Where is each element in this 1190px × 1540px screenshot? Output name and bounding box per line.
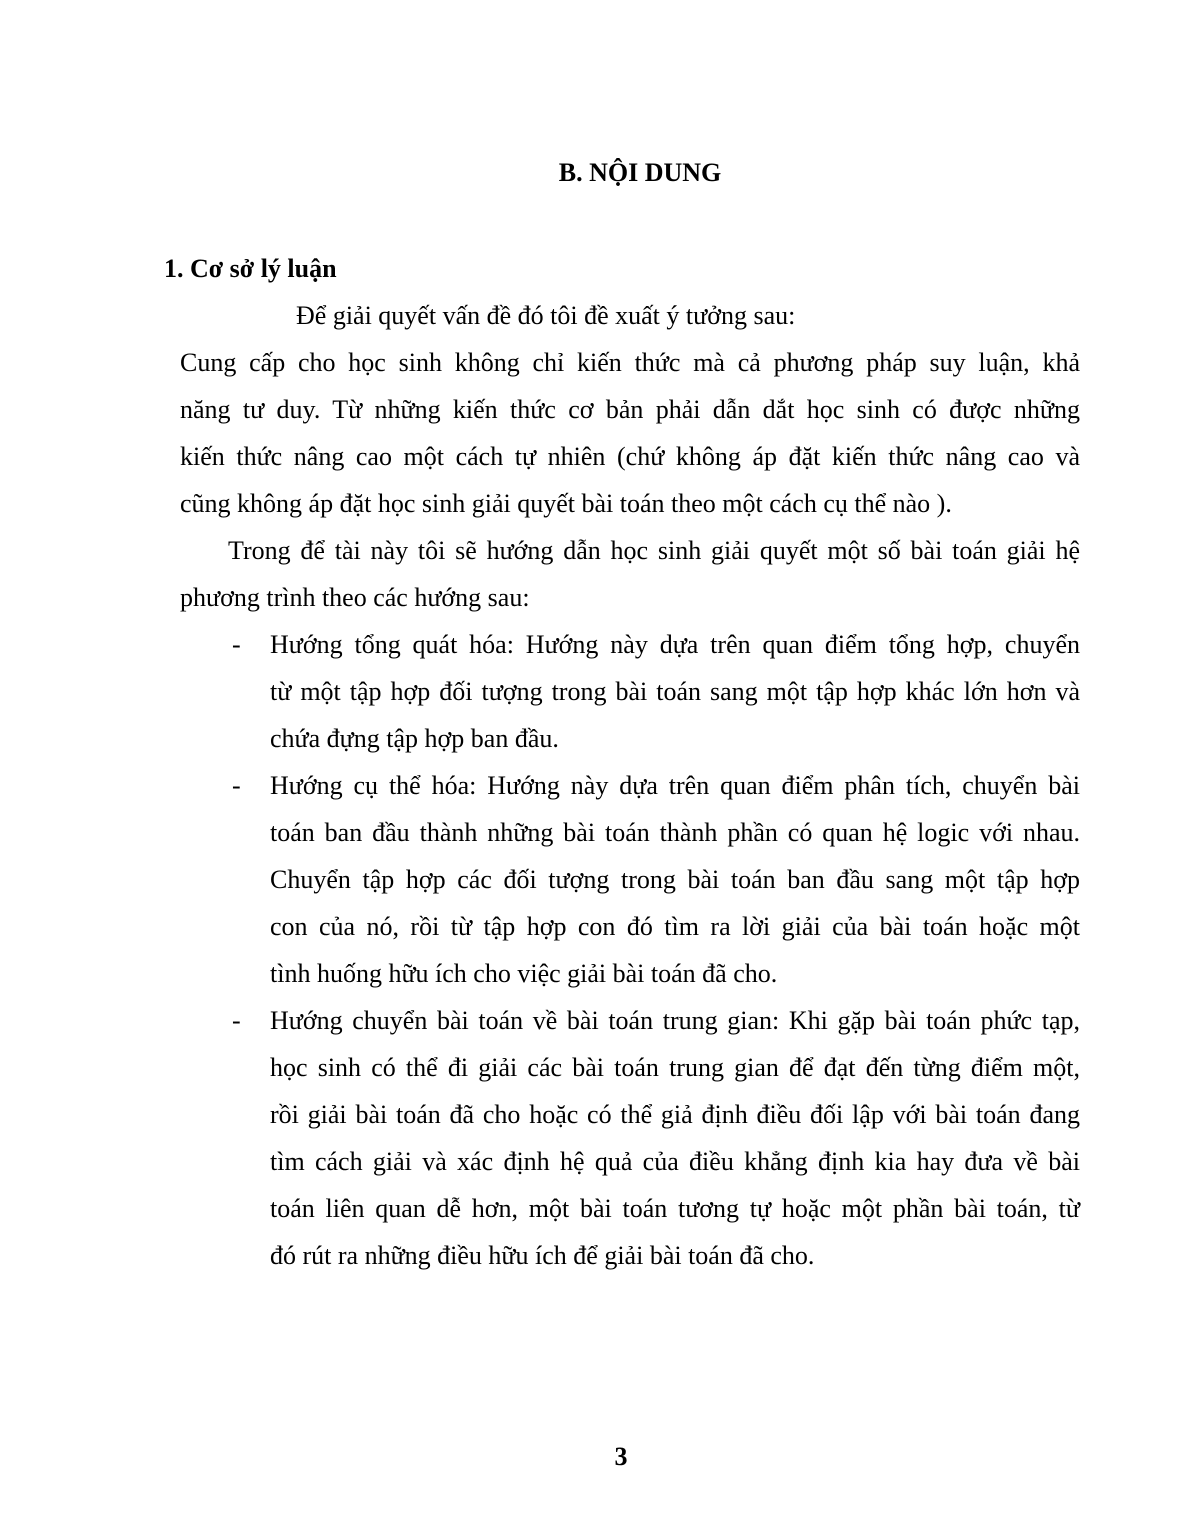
bullet-line: học sinh có thể đi giải các bài toán trung gian để đạt đến từng điểm một, <box>270 1053 1080 1082</box>
bullet-marker: - <box>232 1006 241 1035</box>
bullet-line: chứa đựng tập hợp ban đầu. <box>270 724 559 753</box>
intro-paragraph-line: kiến thức nâng cao một cách tự nhiên (chứ không áp đặt kiến thức nâng cao và <box>180 442 1080 471</box>
bullet-line: tìm cách giải và xác định hệ quả của điều khẳng định kia hay đưa về bài <box>270 1147 1080 1176</box>
bullet-line: Hướng chuyển bài toán về bài toán trung gian: Khi gặp bài toán phức tạp, <box>270 1006 1080 1035</box>
bullet-line: con của nó, rồi từ tập hợp con đó tìm ra lời giải của bài toán hoặc một <box>270 912 1080 941</box>
bullet-line: Chuyển tập hợp các đối tượng trong bài toán ban đầu sang một tập hợp <box>270 865 1080 894</box>
bullet-marker: - <box>232 771 241 800</box>
page-number: 3 <box>614 1442 628 1471</box>
bullet-line: Hướng cụ thể hóa: Hướng này dựa trên quan điểm phân tích, chuyển bài <box>270 771 1080 800</box>
bullet-line: đó rút ra những điều hữu ích để giải bài toán đã cho. <box>270 1241 815 1270</box>
bullet-line: toán liên quan dễ hơn, một bài toán tương tự hoặc một phần bài toán, từ <box>270 1194 1080 1223</box>
intro-paragraph-line: năng tư duy. Từ những kiến thức cơ bản phải dẫn dắt học sinh có được những <box>180 395 1080 424</box>
bullet-line: Hướng tổng quát hóa: Hướng này dựa trên quan điểm tổng hợp, chuyển <box>270 630 1080 659</box>
bullet-marker: - <box>232 630 241 659</box>
section-title: 1. Cơ sở lý luận <box>164 254 337 283</box>
intro-paragraph-line: Cung cấp cho học sinh không chỉ kiến thức mà cả phương pháp suy luận, khả <box>180 348 1080 377</box>
topic-paragraph-line: Trong để tài này tôi sẽ hướng dẫn học sinh giải quyết một số bài toán giải hệ <box>228 536 1080 565</box>
bullet-line: rồi giải bài toán đã cho hoặc có thể giả định điều đối lập với bài toán đang <box>270 1100 1080 1129</box>
bullet-line: tình huống hữu ích cho việc giải bài toán đã cho. <box>270 959 778 988</box>
intro-paragraph-line: cũng không áp đặt học sinh giải quyết bài toán theo một cách cụ thể nào ). <box>180 489 952 518</box>
topic-paragraph-line: phương trình theo các hướng sau: <box>180 583 530 612</box>
intro-first-line: Để giải quyết vấn đề đó tôi đề xuất ý tưởng sau: <box>296 301 796 330</box>
page-heading: B. NỘI DUNG <box>558 158 722 187</box>
bullet-line: từ một tập hợp đối tượng trong bài toán sang một tập hợp khác lớn hơn và <box>270 677 1080 706</box>
bullet-line: toán ban đầu thành những bài toán thành phần có quan hệ logic với nhau. <box>270 818 1080 847</box>
